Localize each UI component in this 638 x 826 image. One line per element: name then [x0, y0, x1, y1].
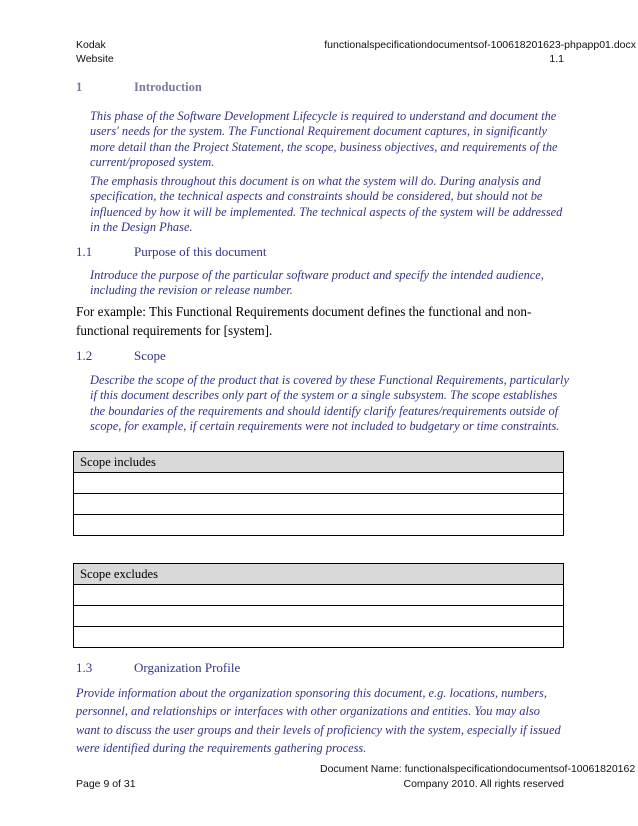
guidance-paragraph: This phase of the Software Development Lifecycle is required to understand and document the users' needs for the system. The Functional Requirement document captures, in significantly more detail than the Project Statement, the scope, business objectives, and requirements of the current/proposed system. [90, 109, 558, 169]
guidance-paragraph: Describe the scope of the product that is covered by these Functional Requirements, particularly if this document describes only part of the system or a single subsystem. The scope establishes the boundaries of the requirements and should identify clarify features/requirements outside of scope, for example, if certain requirements were not included to budgetary or time constraints. [90, 373, 569, 433]
table-row [74, 515, 564, 536]
table-row [74, 627, 564, 648]
table-row [74, 473, 564, 494]
section-title: Organization Profile [134, 660, 241, 675]
guidance-paragraph: Introduce the purpose of the particular software product and specify the intended audience, including the revision or release number. [90, 268, 544, 298]
footer-page-number: Page 9 of 31 [76, 778, 136, 790]
table-cell[interactable] [74, 585, 564, 606]
table-cell[interactable] [74, 515, 564, 536]
header-filename: functionalspecificationdocumentsof-100618201623-phpapp01.docx [324, 39, 636, 51]
guidance-paragraph: The emphasis throughout this document is on what the system will do. During analysis and specification, the technical aspects and constraints should be considered, but should not be influenced by how it will be implemented. The technical aspects of the system will be addressed in the Design Phase. [90, 174, 563, 234]
table-row [74, 585, 564, 606]
footer-document-name: Document Name: functionalspecificationdocumentsof-10061820162 [320, 763, 636, 775]
section-title: Purpose of this document [134, 244, 267, 259]
scope-includes-table [73, 451, 564, 536]
section-number: 1.1 [76, 244, 93, 259]
table-header-cell: Scope includes [74, 452, 564, 473]
table-header-cell: Scope excludes [74, 564, 564, 585]
table-cell[interactable] [74, 473, 564, 494]
example-paragraph: For example: This Functional Requirements document defines the functional and non-functional requirements for [system]. [76, 304, 532, 338]
section-number: 1 [76, 80, 83, 94]
header-company: Kodak [76, 39, 106, 51]
table-header-row [74, 564, 564, 585]
table-header-row [74, 452, 564, 473]
table-row [74, 606, 564, 627]
section-number: 1.2 [76, 348, 93, 363]
section-number: 1.3 [76, 660, 93, 675]
table-cell[interactable] [74, 627, 564, 648]
table-row [74, 494, 564, 515]
section-title: Introduction [134, 80, 202, 94]
header-version: 1.1 [549, 53, 564, 65]
scope-excludes-table [73, 563, 564, 648]
table-cell[interactable] [74, 494, 564, 515]
section-title: Scope [134, 348, 166, 363]
footer-copyright: Company 2010. All rights reserved [403, 778, 564, 790]
header-project: Website [76, 53, 114, 65]
guidance-paragraph: Provide information about the organization sponsoring this document, e.g. locations, numbers, personnel, and relationships or interfaces with other organizations and entities. You may also want to discuss the user groups and their levels of proficiency with the system, especially if issued were identified during the requirements gathering process. [76, 686, 561, 756]
table-cell[interactable] [74, 606, 564, 627]
